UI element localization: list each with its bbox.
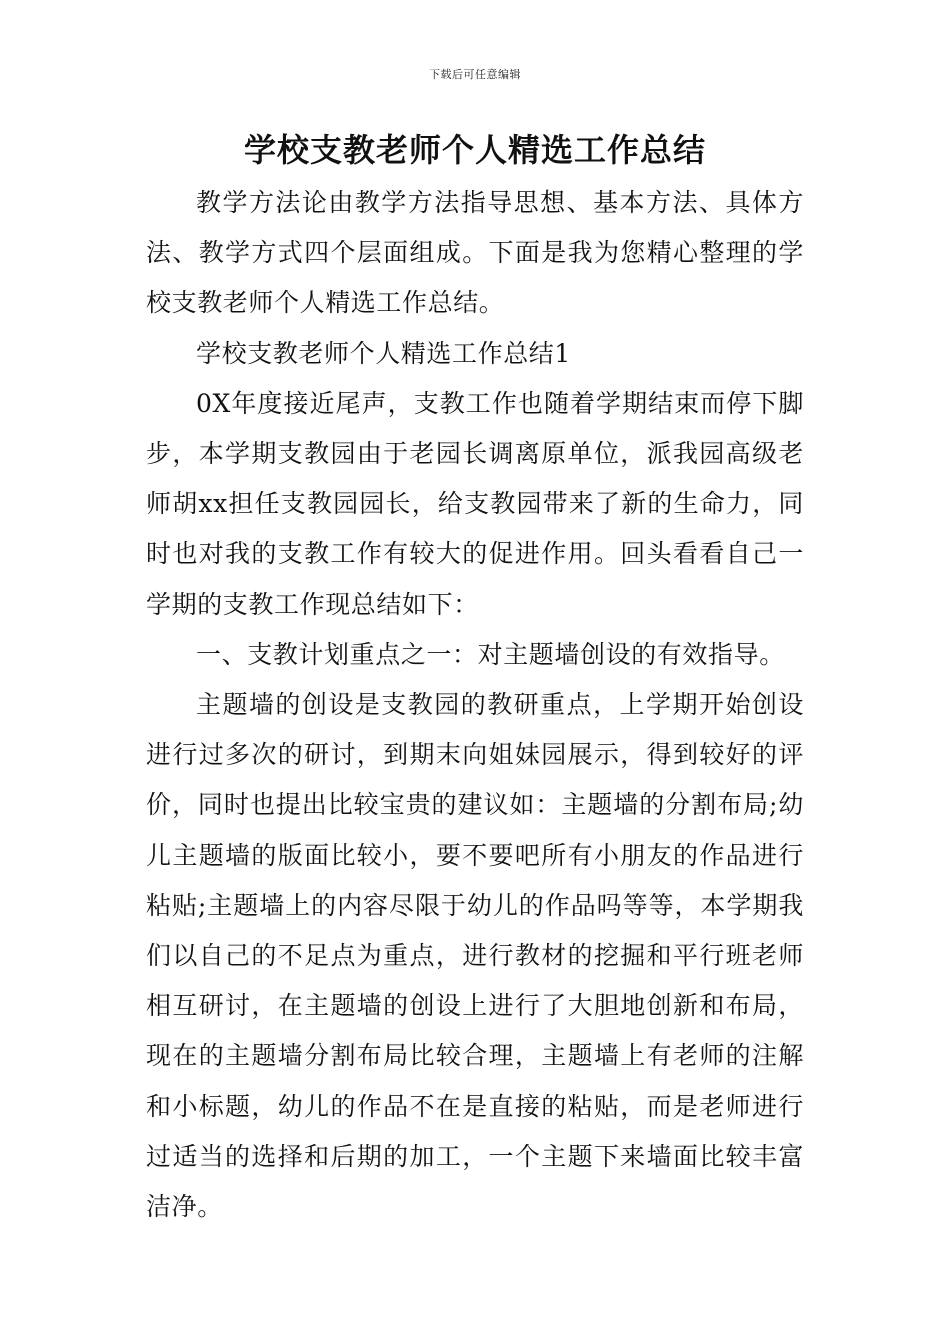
section-heading: 学校支教老师个人精选工作总结1 (196, 338, 571, 368)
body-paragraph: 主题墙的创设是支教园的教研重点，上学期开始创设进行过多次的研讨，到期末向姐妹园展示，得到较好的评价，同时也提出比较宝贵的建议如：主题墙的分割布局;幼儿主题墙的版面比较小，要不要吧所有小朋友的作品进行粘贴;主题墙上的内容尽限于幼儿的作品吗等等，本学期我们以自己的不足点为重点，进行教材的挖掘和平行班老师相互研讨，在主题墙的创设上进行了大胆地创新和布局，现在的主题墙分割布局比较合理，主题墙上有老师的注解和小标题，幼儿的作品不在是直接的粘贴，而是老师进行过适当的选择和后期的加工，一个主题下来墙面比较丰富洁净。 (146, 690, 804, 1222)
document-body (146, 178, 804, 1232)
document-title: 学校支教老师个人精选工作总结 (243, 131, 706, 169)
intro-paragraph: 教学方法论由教学方法指导思想、基本方法、具体方法、教学方式四个层面组成。下面是我为您精心整理的学校支教老师个人精选工作总结。 (146, 188, 804, 318)
header-note: 下载后可任意编辑 (429, 68, 521, 81)
subsection-heading: 一、支教计划重点之一：对主题墙创设的有效指导。 (196, 639, 785, 669)
body-paragraph: 0X年度接近尾声，支教工作也随着学期结束而停下脚步，本学期支教园由于老园长调离原单位，派我园高级老师胡xx担任支教园园长，给支教园带来了新的生命力，同时也对我的支教工作有较大的促进作用。回头看看自己一学期的支教工作现总结如下： (146, 388, 804, 619)
